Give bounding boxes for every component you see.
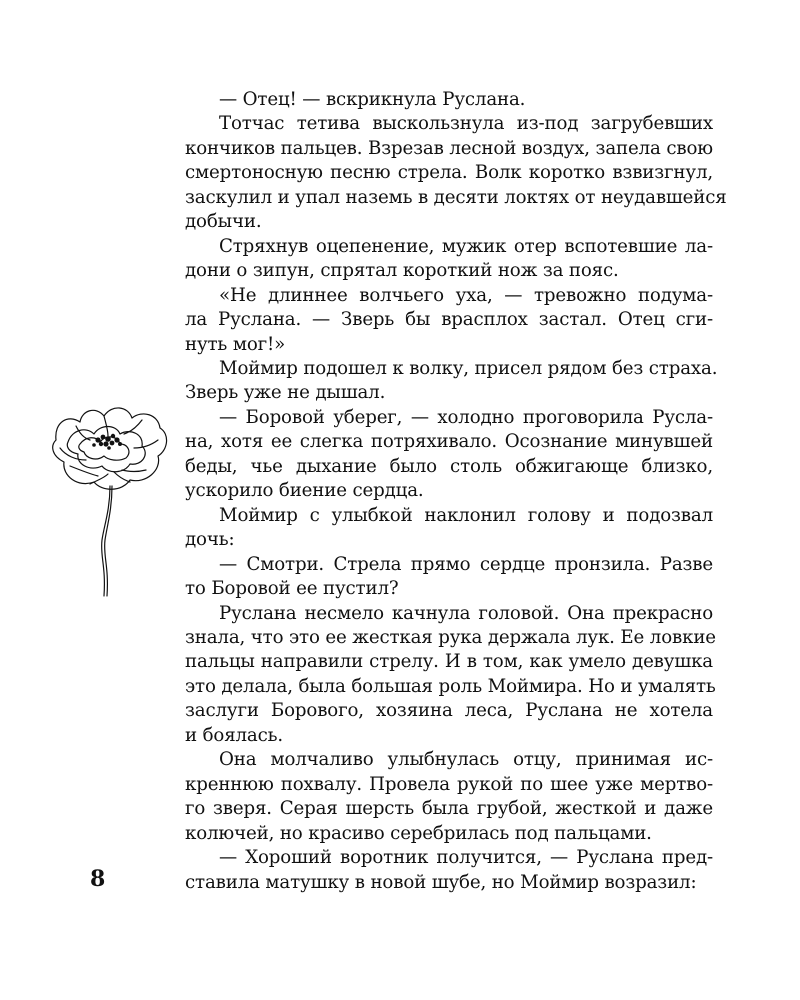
text-line: заскулил и упал наземь в десяти локтях от неудавшейся [185, 186, 727, 208]
text-line: Зверь уже не дышал. [185, 382, 386, 404]
page-number: 8 [90, 866, 106, 892]
text-line: Руслана несмело качнула головой. Она прекрасно [219, 602, 713, 624]
text-line: Моймир подошел к волку, присел рядом без страха. [219, 357, 718, 379]
paragraph [185, 602, 716, 749]
text-line: колючей, но красиво серебрилась под пальцами. [185, 822, 652, 844]
paragraph [185, 406, 713, 504]
paragraph [185, 112, 727, 234]
paragraph [185, 357, 718, 406]
paragraph [185, 235, 713, 284]
text-line: — Отец! — вскрикнула Руслана. [219, 89, 526, 110]
text-line: смертоносную песню стрела. Волк коротко взвизгнул, [185, 162, 713, 184]
text-line: ла Руслана. — Зверь бы врасплох застал. Отец сги- [185, 309, 713, 331]
paragraph [185, 846, 713, 895]
paragraph [185, 504, 713, 553]
text-line: — Смотри. Стрела прямо сердце пронзила. Разве [219, 553, 713, 575]
text-line: нуть мог!» [185, 333, 286, 355]
text-line: то Боровой ее пустил? [185, 578, 399, 600]
text-line: — Боровой уберег, — холодно проговорила Русла- [219, 406, 713, 428]
text-line: ставила матушку в новой шубе, но Моймир возразил: [185, 871, 697, 893]
text-line: и боялась. [185, 724, 284, 746]
body-text [185, 88, 727, 895]
text-line: пальцы направили стрелу. И в том, как умело девушка [185, 651, 713, 673]
text-line: на, хотя ее слегка потряхивало. Осознание минувшей [185, 431, 713, 453]
text-line: заслуги Борового, хозяина леса, Руслана не хотела [185, 700, 713, 722]
text-line: кончиков пальцев. Взрезав лесной воздух, запела свою [185, 137, 713, 159]
flower-icon [46, 400, 176, 600]
text-line: — Хороший воротник получится, — Руслана пред- [219, 847, 713, 869]
text-line: это делала, была большая роль Моймира. Но и умалять [185, 675, 716, 697]
text-line: го зверя. Серая шерсть была грубой, жесткой и даже [185, 798, 713, 820]
text-line: «Не длиннее волчьего уха, — тревожно подума- [219, 284, 713, 306]
text-line: Тотчас тетива выскользнула из-под загрубевших [219, 113, 713, 135]
text-line: Моймир с улыбкой наклонил голову и подозвал [219, 504, 713, 526]
text-line: знала, что это ее жесткая рука держала лук. Ее ловкие [185, 626, 716, 648]
text-line: дочь: [185, 529, 235, 551]
text-line: креннюю похвалу. Провела рукой по шее уже мертво- [185, 773, 713, 795]
text-line: Стряхнув оцепенение, мужик отер вспотевшие ла- [219, 235, 713, 257]
text-line: добычи. [185, 211, 262, 233]
text-line: ускорило биение сердца. [185, 480, 424, 502]
paragraph [185, 748, 713, 846]
text-line: дони о зипун, спрятал короткий нож за пояс. [185, 260, 619, 282]
text-line: беды, чье дыхание было столь обжигающе близко, [185, 455, 713, 477]
text-line: Она молчаливо улыбнулась отцу, принимая ис- [219, 749, 713, 771]
paragraph [185, 284, 713, 357]
paragraph [185, 88, 713, 112]
paragraph [185, 553, 713, 602]
